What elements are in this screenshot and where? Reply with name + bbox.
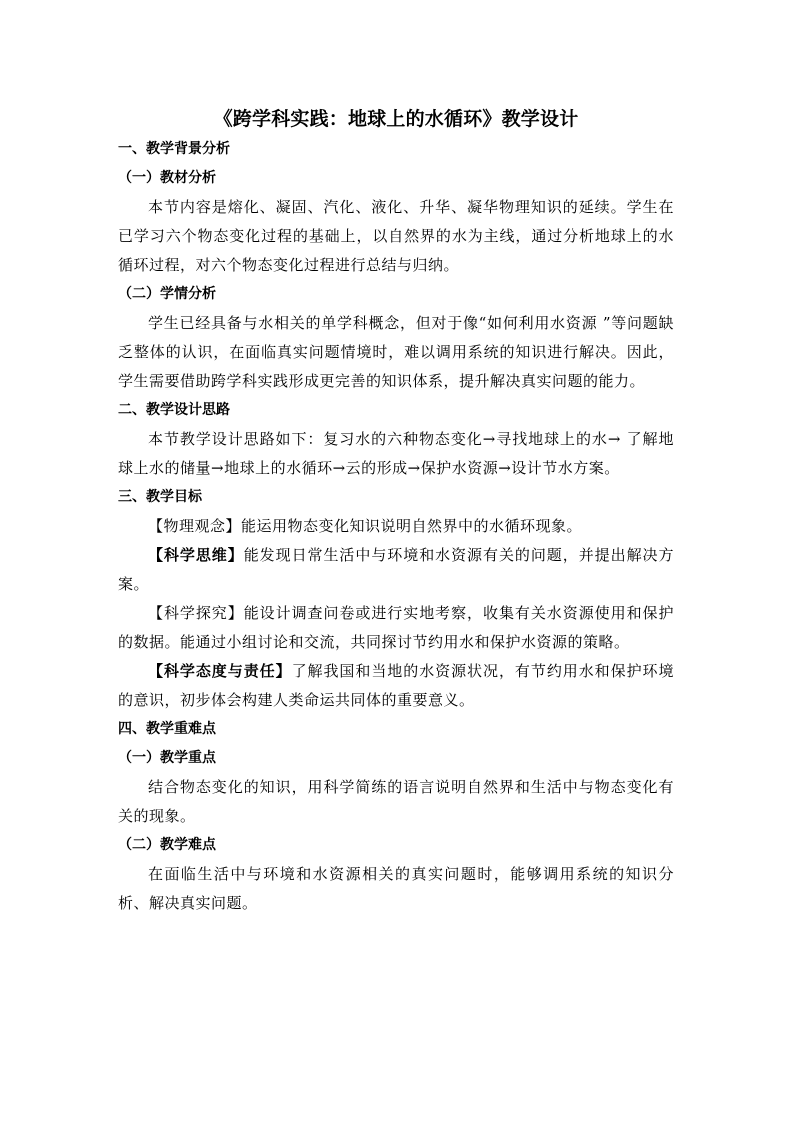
paragraph-design-ideas: 本节教学设计思路如下：复习水的六种物态变化→寻找地球上的水→ 了解地球上水的储量→地球上的水循环→云的形成→保护水资源→设计节水方案。 <box>118 430 674 477</box>
document-title: 《跨学科实践：地球上的水循环》教学设计 <box>213 108 579 130</box>
paragraph-student-analysis: 学生已经具备与水相关的单学科概念，但对于像“如何利用水资源 ”等问题缺乏整体的认识，在面临真实问题情境时，难以调用系统的知识进行解决。因此，学生需要借助跨学科实践形成更完善的知识体系，提升解决真实问题的能力。 <box>118 314 674 390</box>
subsection-heading-student: （二）学情分析 <box>118 286 216 302</box>
paragraph-difficulty: 在面临生活中与环境和水资源相关的真实问题时，能够调用系统的知识分析、解决真实问题。 <box>118 865 674 912</box>
goal-tag: 【科学探究】 <box>148 604 244 622</box>
goal-attitude-responsibility <box>118 657 674 715</box>
paragraph-textbook-analysis: 本节内容是熔化、凝固、汽化、液化、升华、凝华物理知识的延续。学生在已学习六个物态变化过程的基础上，以自然界的水为主线，通过分析地球上的水循环过程，对六个物态变化过程进行总结与归纳。 <box>118 198 674 274</box>
goal-physics-concept <box>118 512 674 541</box>
goal-tag: 【科学态度与责任】 <box>148 662 292 680</box>
goal-tag: 【物理观念】 <box>148 517 242 535</box>
goal-scientific-thinking <box>118 541 674 599</box>
subsection-heading-difficulty: （二）教学难点 <box>118 837 216 853</box>
section-heading-background: 一、教学背景分析 <box>118 141 230 157</box>
goal-text: 能设计调查问卷或进行实地考察，收集有关水资源使用和保护的数据。能通过小组讨论和交流，共同探讨节约用水和保护水资源的策略。 <box>118 604 674 651</box>
goal-scientific-inquiry <box>118 599 674 657</box>
section-heading-design-ideas: 二、教学设计思路 <box>118 402 230 418</box>
section-heading-goals: 三、教学目标 <box>118 489 202 505</box>
goal-text: 了解我国和当地的水资源状况，有节约用水和保护环境的意识，初步体会构建人类命运共同体的重要意义。 <box>118 662 674 709</box>
goal-text: 能发现日常生活中与环境和水资源有关的问题，并提出解决方案。 <box>118 546 674 593</box>
document-body <box>118 103 674 918</box>
subsection-heading-key-point: （一）教学重点 <box>118 750 216 766</box>
goal-text: 能运用物态变化知识说明自然界中的水循环现象。 <box>241 517 583 535</box>
goal-tag: 【科学思维】 <box>148 546 244 564</box>
paragraph-key-point: 结合物态变化的知识，用科学简练的语言说明自然界和生活中与物态变化有关的现象。 <box>118 778 674 825</box>
section-heading-key-points: 四、教学重难点 <box>118 721 216 737</box>
subsection-heading-textbook: （一）教材分析 <box>118 170 216 186</box>
